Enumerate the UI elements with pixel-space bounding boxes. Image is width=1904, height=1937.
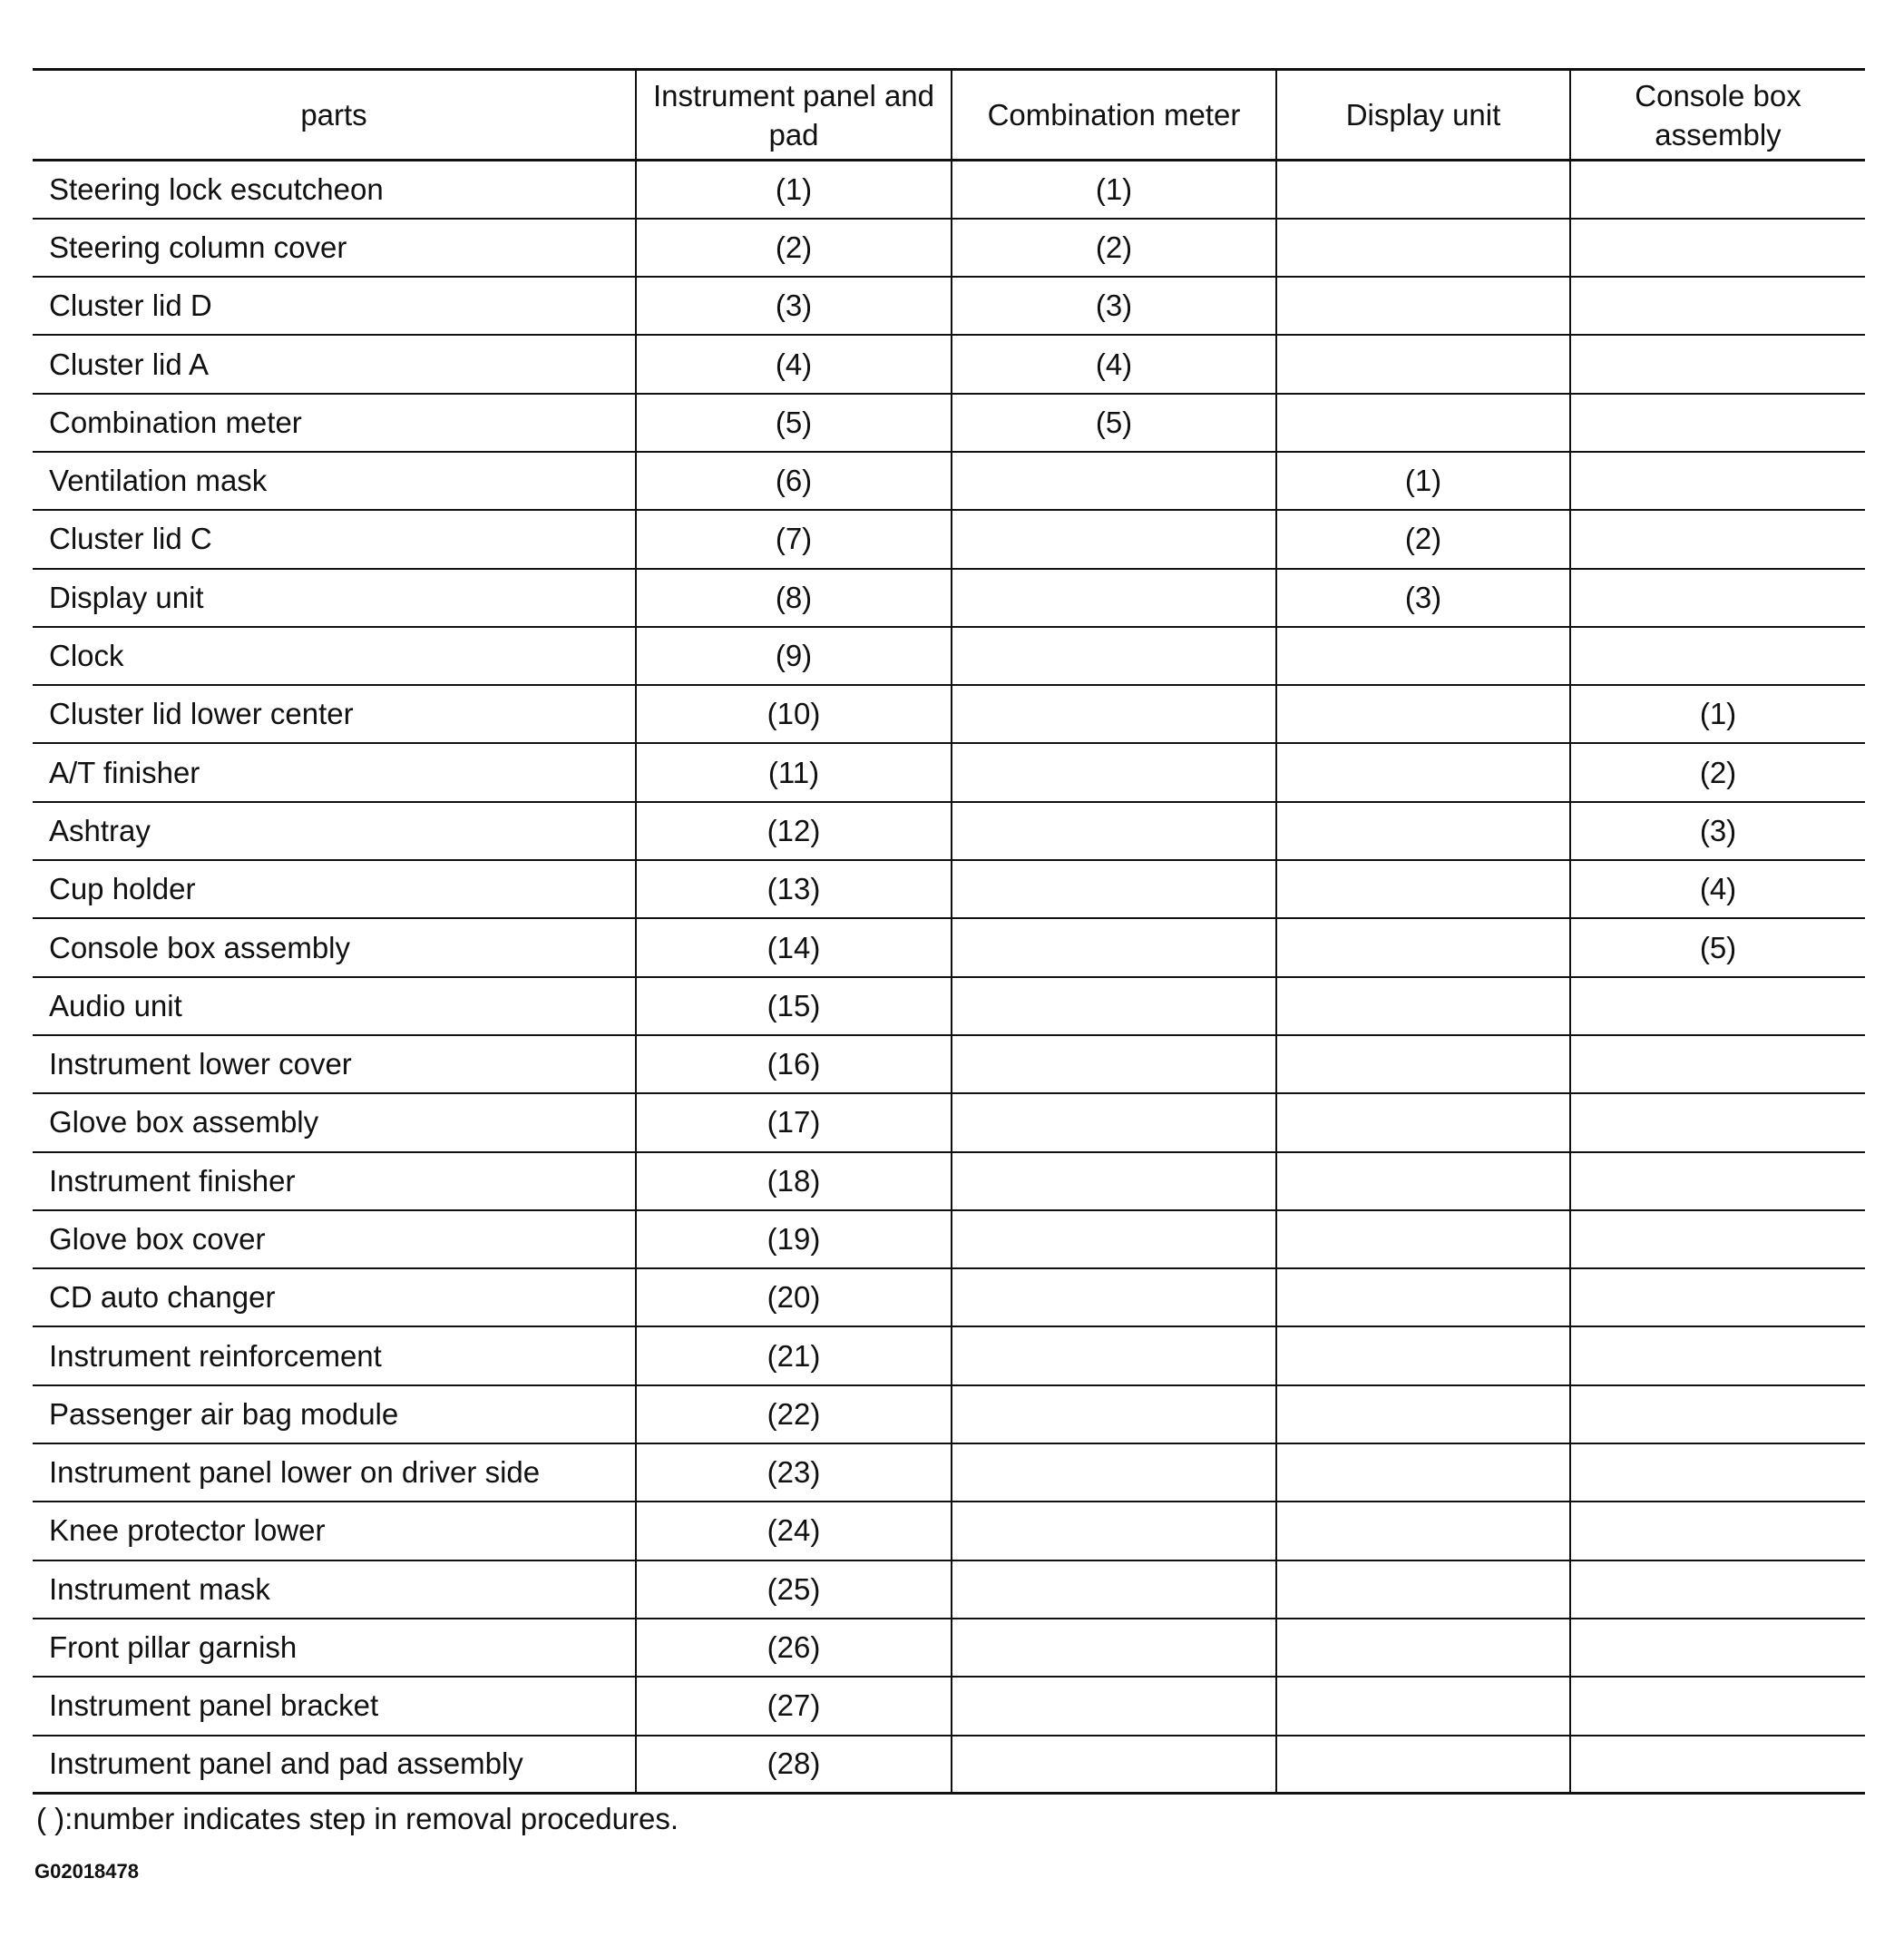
combination-meter-step-cell [952,1326,1276,1384]
instrument-panel-step-cell: (26) [636,1619,952,1677]
instrument-panel-step-cell: (11) [636,743,952,801]
header-console-box: Console box assembly [1570,70,1865,161]
display-unit-step-cell [1276,685,1570,743]
combination-meter-step-cell [952,1560,1276,1619]
part-name-cell: Ventilation mask [33,452,636,510]
console-box-step-cell [1570,1385,1865,1443]
instrument-panel-step-cell: (8) [636,569,952,627]
console-box-step-cell [1570,1035,1865,1093]
table-row [33,977,1865,1035]
combination-meter-step-cell [952,1093,1276,1151]
instrument-panel-step-cell: (9) [636,627,952,685]
part-name-cell: Glove box assembly [33,1093,636,1151]
part-name-cell: Instrument panel lower on driver side [33,1443,636,1502]
console-box-step-cell [1570,452,1865,510]
footnote: ( ):number indicates step in removal procedures. [36,1802,679,1836]
table-row [33,219,1865,277]
instrument-panel-step-cell: (12) [636,802,952,860]
combination-meter-step-cell: (2) [952,219,1276,277]
part-name-cell: Instrument panel bracket [33,1677,636,1735]
instrument-panel-step-cell: (3) [636,277,952,335]
display-unit-step-cell [1276,743,1570,801]
table-row [33,1326,1865,1384]
console-box-step-cell [1570,510,1865,568]
table-row [33,277,1865,335]
display-unit-step-cell [1276,1502,1570,1560]
part-name-cell: Instrument finisher [33,1152,636,1210]
part-name-cell: Display unit [33,569,636,627]
table-row [33,1268,1865,1326]
display-unit-step-cell [1276,1326,1570,1384]
part-name-cell: Steering lock escutcheon [33,161,636,219]
instrument-panel-step-cell: (20) [636,1268,952,1326]
instrument-panel-step-cell: (6) [636,452,952,510]
combination-meter-step-cell [952,569,1276,627]
part-name-cell: A/T finisher [33,743,636,801]
console-box-step-cell [1570,1560,1865,1619]
table-row [33,1443,1865,1502]
part-name-cell: Cluster lid lower center [33,685,636,743]
display-unit-step-cell [1276,1035,1570,1093]
table-row [33,1152,1865,1210]
part-name-cell: Console box assembly [33,918,636,976]
instrument-panel-step-cell: (17) [636,1093,952,1151]
display-unit-step-cell [1276,1736,1570,1794]
display-unit-step-cell [1276,1560,1570,1619]
combination-meter-step-cell [952,627,1276,685]
display-unit-step-cell [1276,977,1570,1035]
instrument-panel-step-cell: (7) [636,510,952,568]
display-unit-step-cell [1276,918,1570,976]
console-box-step-cell [1570,627,1865,685]
combination-meter-step-cell [952,977,1276,1035]
instrument-panel-step-cell: (25) [636,1560,952,1619]
combination-meter-step-cell [952,1385,1276,1443]
table-row [33,685,1865,743]
display-unit-step-cell [1276,1268,1570,1326]
table-row [33,1677,1865,1735]
console-box-step-cell: (1) [1570,685,1865,743]
instrument-panel-step-cell: (16) [636,1035,952,1093]
table-row [33,1385,1865,1443]
combination-meter-step-cell [952,860,1276,918]
instrument-panel-step-cell: (18) [636,1152,952,1210]
display-unit-step-cell [1276,627,1570,685]
instrument-panel-step-cell: (5) [636,394,952,452]
display-unit-step-cell [1276,1210,1570,1268]
instrument-panel-step-cell: (14) [636,918,952,976]
console-box-step-cell [1570,1268,1865,1326]
display-unit-step-cell [1276,1152,1570,1210]
table-body [33,161,1865,1794]
console-box-step-cell [1570,1736,1865,1794]
table-row [33,1035,1865,1093]
part-name-cell: Cluster lid D [33,277,636,335]
table-row [33,1736,1865,1794]
header-instrument-panel: Instrument panel and pad [636,70,952,161]
part-name-cell: Audio unit [33,977,636,1035]
display-unit-step-cell: (2) [1276,510,1570,568]
part-name-cell: CD auto changer [33,1268,636,1326]
combination-meter-step-cell [952,685,1276,743]
combination-meter-step-cell [952,1502,1276,1560]
console-box-step-cell [1570,1502,1865,1560]
table-row [33,802,1865,860]
display-unit-step-cell: (3) [1276,569,1570,627]
table-row [33,510,1865,568]
instrument-panel-step-cell: (4) [636,335,952,393]
combination-meter-step-cell: (5) [952,394,1276,452]
console-box-step-cell [1570,394,1865,452]
console-box-step-cell [1570,1093,1865,1151]
display-unit-step-cell [1276,1443,1570,1502]
instrument-panel-step-cell: (10) [636,685,952,743]
table-row [33,394,1865,452]
table-row [33,569,1865,627]
part-name-cell: Combination meter [33,394,636,452]
part-name-cell: Cup holder [33,860,636,918]
instrument-panel-step-cell: (19) [636,1210,952,1268]
display-unit-step-cell [1276,802,1570,860]
combination-meter-step-cell [952,452,1276,510]
part-name-cell: Cluster lid C [33,510,636,568]
console-box-step-cell [1570,569,1865,627]
display-unit-step-cell [1276,219,1570,277]
table-row [33,335,1865,393]
part-name-cell: Front pillar garnish [33,1619,636,1677]
combination-meter-step-cell [952,1443,1276,1502]
instrument-panel-step-cell: (1) [636,161,952,219]
part-name-cell: Knee protector lower [33,1502,636,1560]
display-unit-step-cell [1276,860,1570,918]
console-box-step-cell [1570,161,1865,219]
document [33,68,1865,1883]
removal-steps-table [33,68,1865,1795]
instrument-panel-step-cell: (27) [636,1677,952,1735]
console-box-step-cell: (4) [1570,860,1865,918]
instrument-panel-step-cell: (2) [636,219,952,277]
part-name-cell: Glove box cover [33,1210,636,1268]
console-box-step-cell: (2) [1570,743,1865,801]
table-row [33,743,1865,801]
header-parts: parts [33,70,636,161]
table-row [33,1210,1865,1268]
instrument-panel-step-cell: (24) [636,1502,952,1560]
combination-meter-step-cell [952,1677,1276,1735]
instrument-panel-step-cell: (28) [636,1736,952,1794]
table-row [33,161,1865,219]
table-header-row [33,70,1865,161]
table-row [33,1560,1865,1619]
console-box-step-cell [1570,1619,1865,1677]
combination-meter-step-cell: (4) [952,335,1276,393]
table-row [33,1619,1865,1677]
display-unit-step-cell: (1) [1276,452,1570,510]
combination-meter-step-cell [952,1152,1276,1210]
combination-meter-step-cell [952,743,1276,801]
combination-meter-step-cell [952,802,1276,860]
combination-meter-step-cell [952,1210,1276,1268]
combination-meter-step-cell: (3) [952,277,1276,335]
instrument-panel-step-cell: (15) [636,977,952,1035]
console-box-step-cell [1570,977,1865,1035]
console-box-step-cell [1570,277,1865,335]
combination-meter-step-cell [952,1736,1276,1794]
display-unit-step-cell [1276,335,1570,393]
instrument-panel-step-cell: (22) [636,1385,952,1443]
part-name-cell: Instrument mask [33,1560,636,1619]
part-name-cell: Ashtray [33,802,636,860]
instrument-panel-step-cell: (13) [636,860,952,918]
combination-meter-step-cell [952,510,1276,568]
instrument-panel-step-cell: (23) [636,1443,952,1502]
display-unit-step-cell [1276,1093,1570,1151]
table-row [33,627,1865,685]
table-row [33,918,1865,976]
console-box-step-cell [1570,1210,1865,1268]
combination-meter-step-cell [952,1268,1276,1326]
part-name-cell: Instrument lower cover [33,1035,636,1093]
display-unit-step-cell [1276,1677,1570,1735]
part-name-cell: Steering column cover [33,219,636,277]
combination-meter-step-cell [952,918,1276,976]
display-unit-step-cell [1276,277,1570,335]
display-unit-step-cell [1276,394,1570,452]
display-unit-step-cell [1276,1619,1570,1677]
part-name-cell: Instrument reinforcement [33,1326,636,1384]
console-box-step-cell [1570,219,1865,277]
part-name-cell: Instrument panel and pad assembly [33,1736,636,1794]
part-name-cell: Passenger air bag module [33,1385,636,1443]
table-row [33,452,1865,510]
part-name-cell: Cluster lid A [33,335,636,393]
console-box-step-cell [1570,335,1865,393]
figure-code: G02018478 [34,1860,139,1883]
table-row [33,1093,1865,1151]
table-row [33,860,1865,918]
combination-meter-step-cell [952,1035,1276,1093]
display-unit-step-cell [1276,1385,1570,1443]
console-box-step-cell [1570,1326,1865,1384]
console-box-step-cell [1570,1443,1865,1502]
combination-meter-step-cell: (1) [952,161,1276,219]
instrument-panel-step-cell: (21) [636,1326,952,1384]
combination-meter-step-cell [952,1619,1276,1677]
table-row [33,1502,1865,1560]
header-display-unit: Display unit [1276,70,1570,161]
console-box-step-cell [1570,1152,1865,1210]
console-box-step-cell [1570,1677,1865,1735]
console-box-step-cell: (5) [1570,918,1865,976]
console-box-step-cell: (3) [1570,802,1865,860]
part-name-cell: Clock [33,627,636,685]
display-unit-step-cell [1276,161,1570,219]
header-combination-meter: Combination meter [952,70,1276,161]
